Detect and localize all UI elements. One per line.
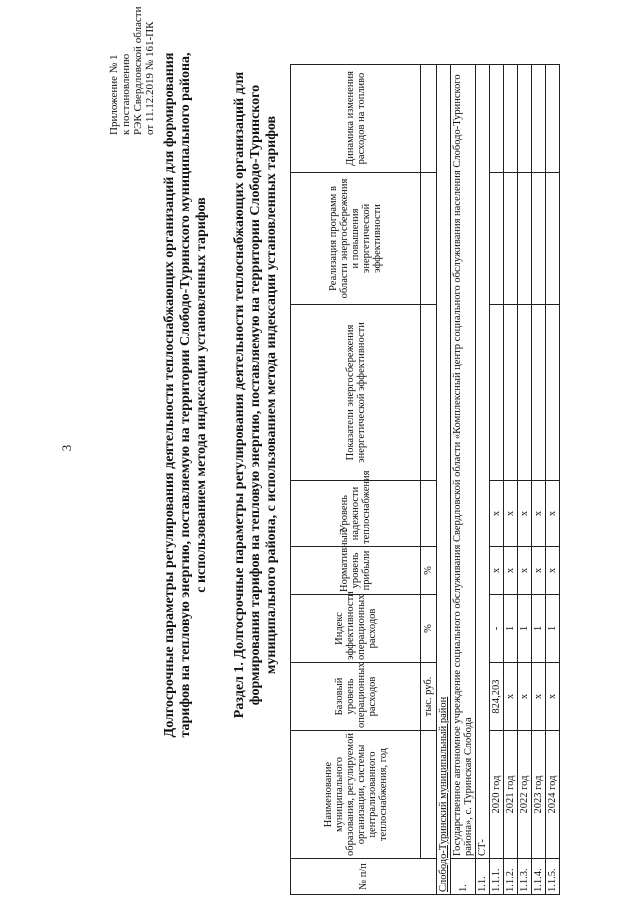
title-line: с использованием метода индексации установленных тарифов <box>194 197 209 593</box>
row-num: 1.1.2. <box>504 859 518 895</box>
header-profit: Нормативный уровень прибыли <box>291 547 421 595</box>
system-num: 1.1. <box>476 859 490 895</box>
row-profit: х <box>532 547 546 595</box>
header-name: Наименование муниципального образования, регулируемой организации, системы централизованного теплоснабжения, год <box>291 731 421 859</box>
row-index: 1 <box>532 595 546 663</box>
table-row <box>546 65 560 895</box>
row-num: 1.1.4. <box>532 859 546 895</box>
header-row <box>291 65 421 895</box>
header-base: Базовый уровень операционных расходов <box>291 663 421 731</box>
org-num: 1. <box>451 859 476 895</box>
row-num: 1.1.5. <box>546 859 560 895</box>
row-index: 1 <box>504 595 518 663</box>
header-num: № п/п <box>291 859 437 895</box>
appendix-line: от 11.12.2019 № 161-ПК <box>144 21 156 135</box>
section-title <box>232 5 280 785</box>
row-reliability: х <box>490 481 504 547</box>
table-row <box>532 65 546 895</box>
row-reliability: х <box>518 481 532 547</box>
table-row <box>518 65 532 895</box>
row-profit: х <box>546 547 560 595</box>
row-index: - <box>490 595 504 663</box>
row-base: х <box>546 663 560 731</box>
unit-base: тыс. руб. <box>421 663 437 731</box>
table-row <box>490 65 504 895</box>
appendix-line: к постановлению <box>120 53 132 135</box>
row-profit: х <box>504 547 518 595</box>
row-profit: х <box>490 547 504 595</box>
appendix-line: РЭК Свердловской области <box>132 6 144 135</box>
header-reliability: Уровень надежности теплоснабжения <box>291 481 421 547</box>
header-index: Индекс эффективности операционных расходов <box>291 595 421 663</box>
page-number: 3 <box>59 444 74 452</box>
table-row <box>504 65 518 895</box>
row-year: 2023 год <box>532 731 546 859</box>
row-index: 1 <box>518 595 532 663</box>
system-row <box>476 65 490 895</box>
row-base: х <box>504 663 518 731</box>
row-num: 1.1.3. <box>518 859 532 895</box>
section-line: Раздел 1. Долгосрочные параметры регулирования деятельности теплоснабжающих организаций для <box>232 71 247 719</box>
section-line: муниципального района, с использованием метода индексации установленных тарифов <box>264 115 279 675</box>
appendix-note <box>108 5 156 135</box>
row-base: 824,203 <box>490 663 504 731</box>
row-num: 1.1.1. <box>490 859 504 895</box>
row-year: 2021 год <box>504 731 518 859</box>
unit-profit: % <box>421 547 437 595</box>
row-year: 2022 год <box>518 731 532 859</box>
title-line: Долгосрочные параметры регулирования деятельности теплоснабжающих организаций для формирования <box>162 52 177 738</box>
row-year: 2024 год <box>546 731 560 859</box>
row-year: 2020 год <box>490 731 504 859</box>
units-row <box>421 65 437 895</box>
row-base: х <box>532 663 546 731</box>
section-line: формирования тарифов на тепловую энергию, поставляемую на территории Слободо-Туринского <box>248 84 263 706</box>
appendix-line: Приложение № 1 <box>108 54 120 135</box>
system-name: СТ- <box>476 65 490 859</box>
organization-row <box>451 65 476 895</box>
header-energy-indicators: Показатели энергосбережения энергетической эффективности <box>291 305 421 481</box>
row-profit: х <box>518 547 532 595</box>
unit-index: % <box>421 595 437 663</box>
row-base: х <box>518 663 532 731</box>
row-reliability: х <box>532 481 546 547</box>
district-row <box>437 65 451 895</box>
title-line: тарифов на тепловую энергию, поставляемую на территории Слободо-Туринского муниципального района, <box>178 52 193 738</box>
district-name: Слободо-Туринский муниципальный район <box>437 65 451 895</box>
header-fuel: Динамика изменения расходов на топливо <box>291 65 421 173</box>
row-reliability: х <box>504 481 518 547</box>
header-programs: Реализация программ в области энергосбережения и повышения энергетической эффективности <box>291 173 421 305</box>
parameters-table <box>290 64 560 895</box>
org-name: Государственное автономное учреждение социального обслуживания Свердловской области «Комплексный центр социального обслуживания населения Слободо-Туринского района», с. Туринская Слобода <box>451 65 476 859</box>
document-title <box>162 5 210 785</box>
row-reliability: х <box>546 481 560 547</box>
row-index: 1 <box>546 595 560 663</box>
